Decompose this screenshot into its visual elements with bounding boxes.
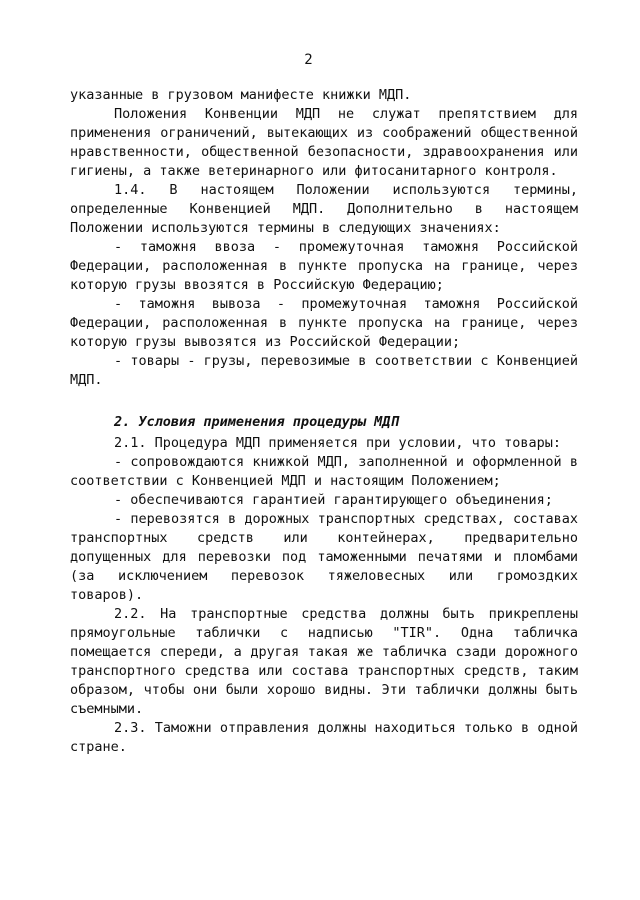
paragraph: - обеспечиваются гарантией гарантирующего объединения; <box>114 492 553 508</box>
paragraphs-after-section <box>70 434 578 757</box>
paragraph: Положения Конвенции МДП не служат препятствием для применения ограничений, вытекающих из соображений общественной нравственности, общественной безопасности, здравоохранения или гигиены, а также ветеринарного или фитосанитарного контроля. <box>70 106 578 179</box>
paragraph: - сопровождаются книжкой МДП, заполненной и оформленной в соответствии с Конвенцией МДП и настоящим Положением; <box>70 454 578 489</box>
page-number: 2 <box>304 52 313 68</box>
paragraph: указанные в грузовом манифесте книжки МДП. <box>70 87 412 103</box>
paragraphs-before-section <box>70 86 578 390</box>
paragraph: 2.2. На транспортные средства должны быть прикреплены прямоугольные таблички с надписью "TIR". Одна табличка помещается спереди, а другая такая же табличка сзади дорожного транспортного средства или состава транспортных средств, таким образом, чтобы они были хорошо видны. Эти таблички должны быть съемными. <box>70 606 578 717</box>
paragraph: 1.4. В настоящем Положении используются термины, определенные Конвенцией МДП. Дополнительно в настоящем Положении используются термины в следующих значениях: <box>70 182 578 236</box>
document-body <box>70 86 578 757</box>
paragraph: - таможня ввоза - промежуточная таможня Российской Федерации, расположенная в пункте пропуска на границе, через которую грузы ввозятся в Российскую Федерацию; <box>70 239 578 293</box>
paragraph: - товары - грузы, перевозимые в соответствии с Конвенцией МДП. <box>70 353 578 388</box>
paragraph: 2.1. Процедура МДП применяется при условии, что товары: <box>114 435 562 451</box>
paragraph: 2.3. Таможни отправления должны находиться только в одной стране. <box>70 720 578 755</box>
paragraph: - таможня вывоза - промежуточная таможня Российской Федерации, расположенная в пункте пропуска на границе, через которую грузы вывозятся из Российской Федерации; <box>70 296 578 350</box>
section-heading: 2. Условия применения процедуры МДП <box>114 414 399 430</box>
paragraph: - перевозятся в дорожных транспортных средствах, составах транспортных средств или контейнерах, предварительно допущенных для перевозки под таможенными печатями и пломбами (за исключением перевозок тяжеловесных или громоздких товаров). <box>70 511 578 603</box>
